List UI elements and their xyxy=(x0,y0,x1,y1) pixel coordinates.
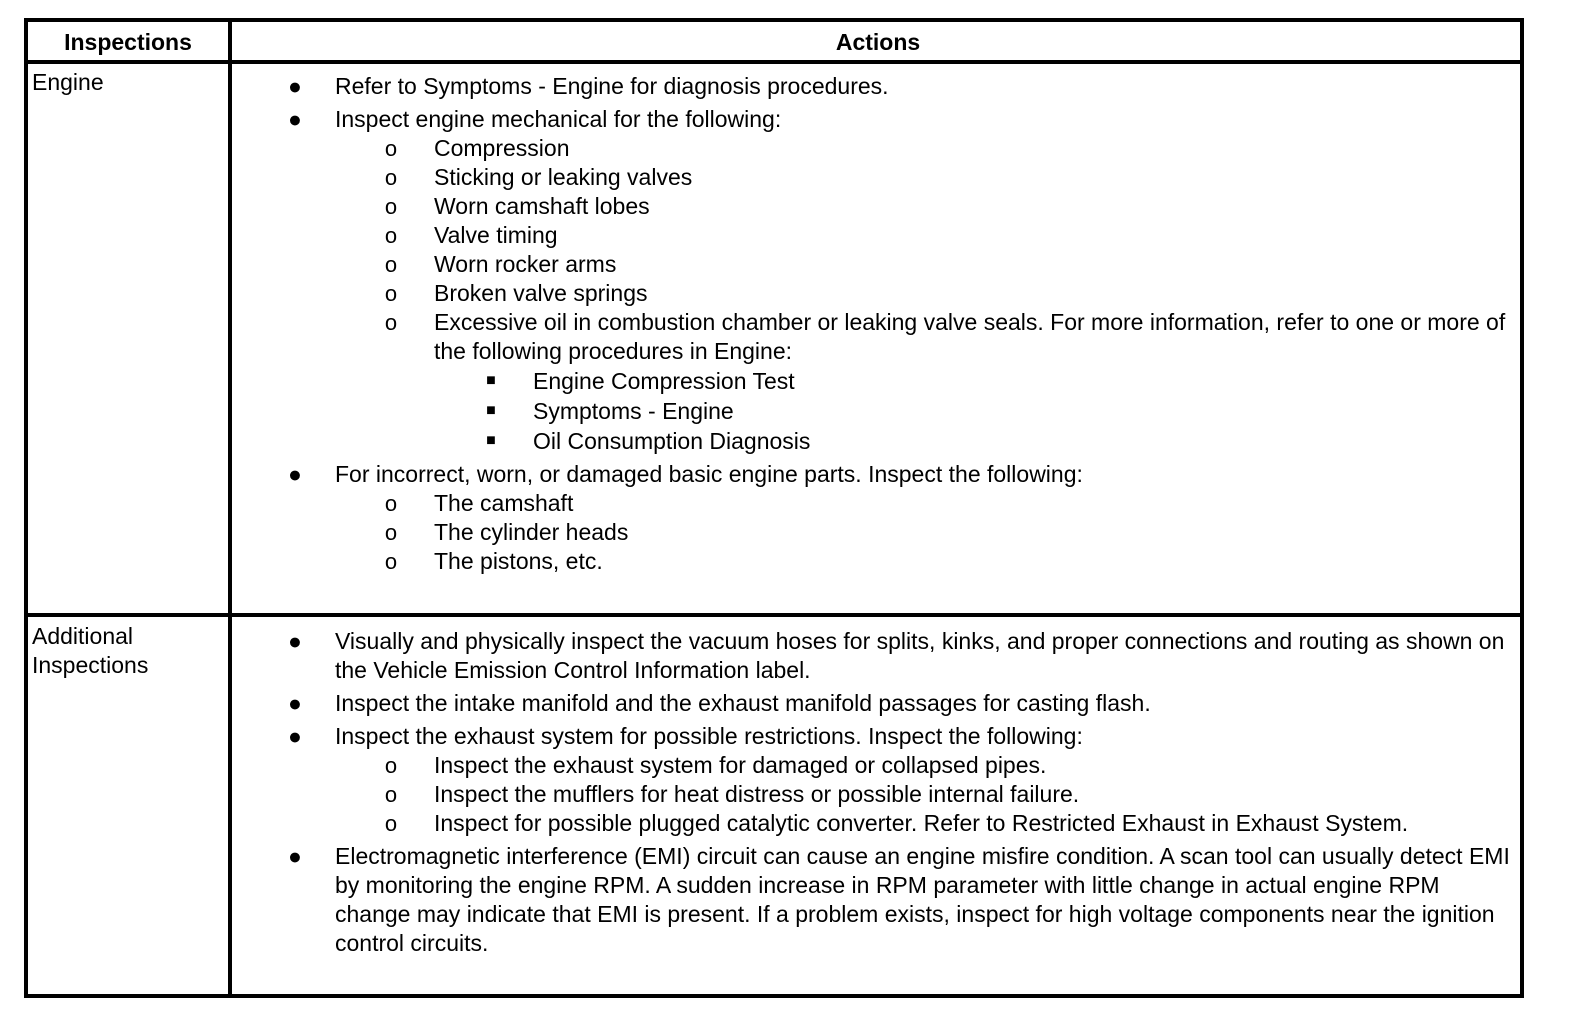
square-bullet-icon: ■ xyxy=(486,432,496,449)
list-item xyxy=(232,460,1520,576)
sub-list-item xyxy=(332,134,1520,163)
bullet-icon: ● xyxy=(288,843,302,869)
sub-list-item-text: Worn rocker arms xyxy=(434,251,617,277)
sub-list-item-text: Broken valve springs xyxy=(434,280,648,306)
list-item xyxy=(232,105,1520,456)
square-bullet-icon: ■ xyxy=(486,372,496,389)
sub-list-item-text: Sticking or leaking valves xyxy=(434,164,693,190)
sub-list-item xyxy=(332,751,1520,780)
bullet-icon: ● xyxy=(288,628,302,654)
sub-sub-list-item xyxy=(434,366,1520,396)
sub-list-item xyxy=(332,780,1520,809)
sub-list-item-text: Inspect for possible plugged catalytic converter. Refer to Restricted Exhaust in Exhaust System. xyxy=(434,810,1409,836)
list-item xyxy=(232,627,1520,685)
sub-list-item xyxy=(332,308,1520,456)
sub-sub-list-item-text: Oil Consumption Diagnosis xyxy=(533,428,811,454)
header-inspections: Inspections xyxy=(64,29,192,55)
circle-bullet-icon: o xyxy=(384,782,398,807)
sub-list-item-text: Inspect the exhaust system for damaged or collapsed pipes. xyxy=(434,752,1047,778)
list-item xyxy=(232,689,1520,718)
sub-list-item-text: Inspect the mufflers for heat distress or possible internal failure. xyxy=(434,781,1080,807)
sub-list-item-text: Excessive oil in combustion chamber or leaking valve seals. For more information, refer to one or more of the following procedures in Engine: xyxy=(434,309,1506,364)
bullet-icon: ● xyxy=(288,461,302,487)
sub-list-item xyxy=(332,518,1520,547)
circle-bullet-icon: o xyxy=(384,549,398,574)
sub-list-item-text: The cylinder heads xyxy=(434,519,629,545)
row-label-additional-inspections xyxy=(32,622,222,680)
sub-list-item-text: Valve timing xyxy=(434,222,558,248)
circle-bullet-icon: o xyxy=(384,281,398,306)
bullet-icon: ● xyxy=(288,73,302,99)
sub-list-item-text: The camshaft xyxy=(434,490,574,516)
list-item-text: Refer to Symptoms - Engine for diagnosis procedures. xyxy=(335,73,889,99)
header-divider xyxy=(28,60,1520,64)
list-item-text: For incorrect, worn, or damaged basic engine parts. Inspect the following: xyxy=(335,461,1083,487)
sub-sub-list-item-text: Engine Compression Test xyxy=(533,368,795,394)
list-item-text: Visually and physically inspect the vacuum hoses for splits, kinks, and proper connections and routing as shown on the Vehicle Emission Control Information label. xyxy=(335,628,1505,683)
square-bullet-icon: ■ xyxy=(486,402,496,419)
sub-list-item xyxy=(332,221,1520,250)
row-label-line: Additional xyxy=(32,623,134,649)
list-item-text: Inspect the exhaust system for possible restrictions. Inspect the following: xyxy=(335,723,1083,749)
list-item-text: Inspect engine mechanical for the following: xyxy=(335,106,782,132)
sub-sub-list-item-text: Symptoms - Engine xyxy=(533,398,734,424)
circle-bullet-icon: o xyxy=(384,753,398,778)
sub-list-item xyxy=(332,547,1520,576)
sub-list-item-text: Compression xyxy=(434,135,570,161)
list-item xyxy=(232,722,1520,838)
sub-sub-list-item xyxy=(434,426,1520,456)
sub-list-item-text: The pistons, etc. xyxy=(434,548,603,574)
circle-bullet-icon: o xyxy=(384,194,398,219)
list-item-text: Inspect the intake manifold and the exhaust manifold passages for casting flash. xyxy=(335,690,1151,716)
inspection-table xyxy=(24,18,1524,998)
circle-bullet-icon: o xyxy=(384,136,398,161)
circle-bullet-icon: o xyxy=(384,491,398,516)
circle-bullet-icon: o xyxy=(384,165,398,190)
actions-additional-inspections xyxy=(232,627,1520,962)
circle-bullet-icon: o xyxy=(384,252,398,277)
actions-engine xyxy=(232,72,1520,580)
row-divider xyxy=(28,613,1520,617)
sub-list-item xyxy=(332,279,1520,308)
list-item xyxy=(232,842,1520,958)
sub-list-item xyxy=(332,192,1520,221)
list-item-text: Electromagnetic interference (EMI) circuit can cause an engine misfire condition. A scan tool can usually detect EMI by monitoring the engine RPM. A sudden increase in RPM parameter with little change in actual engine RPM change may indicate that EMI is present. If a problem exists, inspect for high voltage components near the ignition control circuits. xyxy=(335,843,1510,956)
sub-list-item xyxy=(332,250,1520,279)
sub-list-item xyxy=(332,163,1520,192)
circle-bullet-icon: o xyxy=(384,520,398,545)
bullet-icon: ● xyxy=(288,723,302,749)
sub-sub-list-item xyxy=(434,396,1520,426)
header-actions: Actions xyxy=(835,29,921,55)
sub-list-item xyxy=(332,809,1520,838)
bullet-icon: ● xyxy=(288,106,302,132)
sub-list-item xyxy=(332,489,1520,518)
circle-bullet-icon: o xyxy=(384,223,398,248)
circle-bullet-icon: o xyxy=(384,811,398,836)
bullet-icon: ● xyxy=(288,690,302,716)
sub-list-item-text: Worn camshaft lobes xyxy=(434,193,650,219)
list-item xyxy=(232,72,1520,101)
row-label-line: Inspections xyxy=(32,652,149,678)
circle-bullet-icon: o xyxy=(384,310,398,335)
row-label-engine: Engine xyxy=(32,69,104,95)
